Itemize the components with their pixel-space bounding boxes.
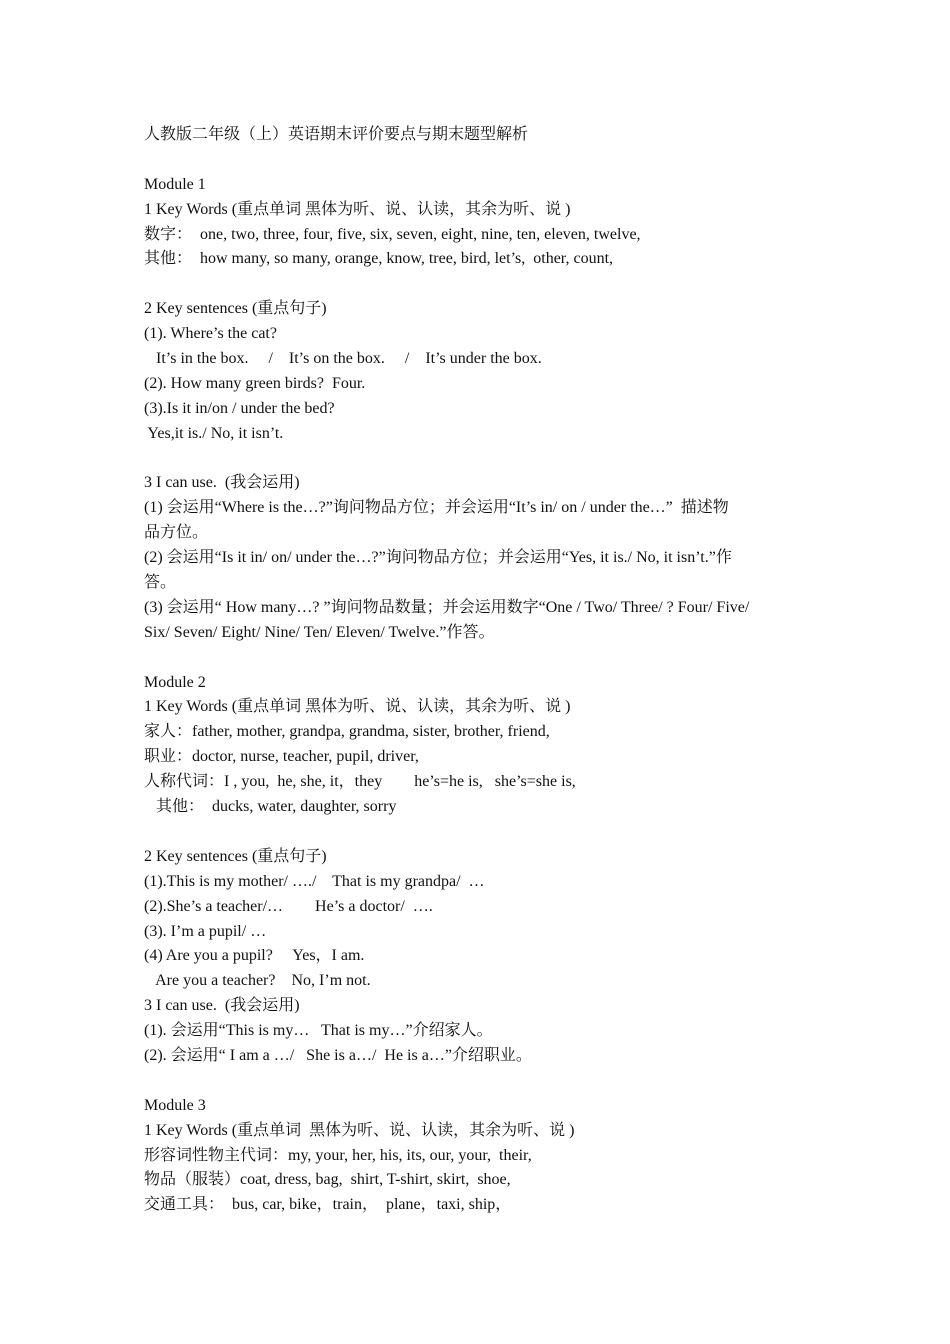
spacer [144,646,814,671]
spacer [144,148,814,173]
module1-use-2b: 答。 [144,574,177,592]
module2-jobs: 职业：doctor, nurse, teacher, pupil, driver, [144,748,419,766]
module1-use-2a: (2) 会运用“Is it in/ on/ under the…?”询问物品方位；并会运用“Yes, it is./ No, it isn’t.”作 [144,549,732,567]
module2-use-2: (2). 会运用“ I am a …/ She is a…/ He is a…”介绍职业。 [144,1046,532,1064]
module3-heading: Module 3 [144,1096,206,1114]
module2-sentence-4-b: Are you a teacher? No, I’m not. [144,972,371,990]
spacer [144,272,814,297]
spacer [144,447,814,472]
module1-sentences-heading: 2 Key sentences (重点句子) [144,300,327,318]
module2-family: 家人：father, mother, grandpa, grandma, sister, brother, friend, [144,723,550,741]
module2-other-words: 其他： ducks, water, daughter, sorry [144,798,397,816]
module1-use-1a: (1) 会运用“Where is the…?”询问物品方位；并会运用“It’s in/ on / under the…” 描述物 [144,499,729,517]
module2-sentence-2: (2).She’s a teacher/… He’s a doctor/ …. [144,897,433,915]
module2-heading: Module 2 [144,673,206,691]
module2-sentences-heading: 2 Key sentences (重点句子) [144,847,327,865]
spacer [144,1069,814,1094]
module1-use-1b: 品方位。 [144,524,209,542]
module2-use-1: (1). 会运用“This is my… That is my…”介绍家人。 [144,1022,493,1040]
module1-use-3a: (3) 会运用“ How many…? ”询问物品数量；并会运用数字“One / Two/ Three/ ? Four/ Five/ [144,598,750,616]
module1-heading: Module 1 [144,175,206,193]
module1-key-words-heading: 1 Key Words (重点单词 黑体为听、说、认读，其余为听、说 ) [144,200,571,218]
module2-sentence-1: (1).This is my mother/ …./ That is my grandpa/ … [144,872,485,890]
module3-clothes: 物品（服装）coat, dress, bag, shirt, T-shirt, skirt, shoe, [144,1171,511,1189]
module1-use-3b: Six/ Seven/ Eight/ Nine/ Ten/ Eleven/ Twelve.”作答。 [144,623,495,641]
document-title: 人教版二年级（上）英语期末评价要点与期末题型解析 [144,126,529,143]
module1-numbers: 数字： one, two, three, four, five, six, seven, eight, nine, ten, eleven, twelve, [144,225,641,243]
module1-use-heading: 3 I can use. (我会运用) [144,474,300,492]
module2-sentence-4: (4) Are you a pupil? Yes，I am. [144,947,365,965]
module2-use-heading: 3 I can use. (我会运用) [144,997,300,1015]
module1-sentence-1-answer: It’s in the box. / It’s on the box. / It’s under the box. [144,350,542,368]
module1-sentence-3: (3).Is it in/on / under the bed? [144,399,335,417]
module1-sentence-1: (1). Where’s the cat? [144,325,277,343]
module1-sentence-3-answer: Yes,it is./ No, it isn’t. [144,424,284,442]
module2-pronouns: 人称代词：I , you, he, she, it，they he’s=he is, she’s=she is, [144,773,576,791]
module1-sentence-2: (2). How many green birds? Four. [144,374,366,392]
document-page [144,123,814,1218]
spacer [144,820,814,845]
module1-other-words: 其他： how many, so many, orange, know, tree, bird, let’s, other, count, [144,250,614,268]
module3-transport: 交通工具： bus, car, bike，train， plane，taxi, ship， [144,1196,512,1214]
module3-key-words-heading: 1 Key Words (重点单词 黑体为听、说、认读，其余为听、说 ) [144,1121,575,1139]
module2-key-words-heading: 1 Key Words (重点单词 黑体为听、说、认读，其余为听、说 ) [144,698,571,716]
module3-possessives: 形容词性物主代词：my, your, her, his, its, our, your, their, [144,1146,532,1164]
module2-sentence-3: (3). I’m a pupil/ … [144,922,267,940]
